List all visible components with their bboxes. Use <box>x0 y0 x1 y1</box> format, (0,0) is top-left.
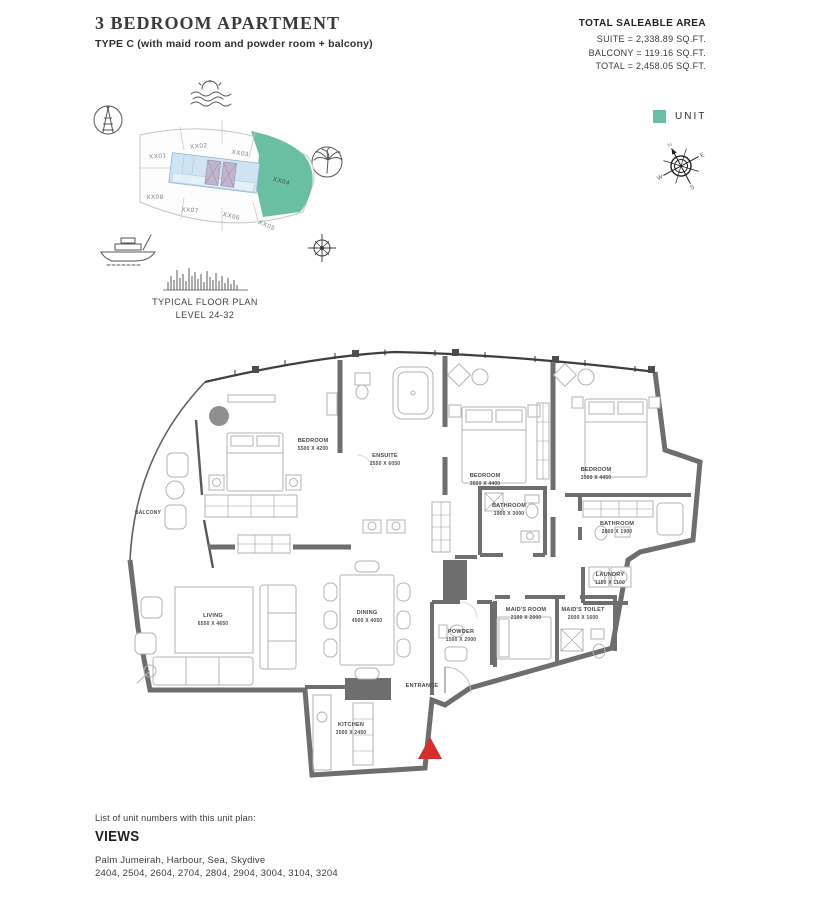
room-label-maids-room: MAID'S ROOM <box>505 607 547 613</box>
room-dims-bathroom2: 1900 X 3000 <box>493 511 525 517</box>
room-label-living: LIVING <box>203 613 223 619</box>
page-subtitle: TYPE C (with maid room and powder room + balcony) <box>95 38 373 50</box>
room-dims-powder: 1500 X 2000 <box>445 637 477 643</box>
compass-s: S <box>689 184 696 192</box>
floor-plan <box>105 335 705 795</box>
room-label-bathroom3: BATHROOM <box>599 521 635 527</box>
caption-line1: TYPICAL FLOOR PLAN <box>152 297 258 307</box>
antenna-icon <box>94 106 122 134</box>
room-label-master-bedroom: BEDROOM <box>297 438 329 444</box>
room-label-dining: DINING <box>356 610 378 616</box>
key-plan-caption <box>120 297 290 320</box>
room-label-bedroom2: BEDROOM <box>469 473 501 479</box>
unit-numbers: 2404, 2504, 2604, 2704, 2804, 2904, 3004, 3104, 3204 <box>95 868 338 879</box>
room-label-entrance: ENTRANCE <box>405 683 439 689</box>
room-dims-ensuite: 2550 X 6050 <box>369 461 401 467</box>
palm-icon <box>312 147 342 177</box>
room-label-bathroom2: BATHROOM <box>491 503 527 509</box>
key-plan-unit-xx06: XX06 <box>222 211 241 223</box>
unit-list-label: List of unit numbers with this unit plan: <box>95 813 256 823</box>
room-dims-maids-room: 2100 X 2000 <box>510 615 542 621</box>
compass-w: W <box>656 174 665 183</box>
caption-line2: LEVEL 24-32 <box>175 310 235 320</box>
room-dims-laundry: 1150 X 1100 <box>594 580 626 586</box>
sea-sun-icon <box>191 80 231 106</box>
room-dims-master-bedroom: 5500 X 4200 <box>297 446 329 452</box>
area-summary-heading: TOTAL SALEABLE AREA <box>578 18 706 29</box>
room-dims-bedroom3: 3500 X 4450 <box>580 475 612 481</box>
highlighted-unit-shape <box>251 131 313 217</box>
compass-e: E <box>699 152 706 160</box>
core-wall-block <box>443 560 467 600</box>
room-label-ensuite: ENSUITE <box>372 453 398 459</box>
compass-n: N <box>666 142 674 150</box>
room-dims-maids-toilet: 2000 X 1600 <box>567 615 599 621</box>
key-plan-unit-xx02: XX02 <box>189 142 208 151</box>
key-plan-unit-xx08: XX08 <box>146 194 164 201</box>
room-label-laundry: LAUNDRY <box>595 572 625 578</box>
unit-legend-label: UNIT <box>675 111 707 122</box>
area-summary <box>579 18 706 74</box>
views-heading: VIEWS <box>95 829 140 845</box>
room-label-maids-toilet: MAID'S TOILET <box>561 607 605 613</box>
skyline-icon <box>158 262 253 292</box>
room-dims-dining: 4500 X 4050 <box>351 618 383 624</box>
key-plan-unit-xx04: XX04 <box>272 175 291 188</box>
room-dims-living: 6550 X 4650 <box>197 621 229 627</box>
area-total: TOTAL = 2,458.05 SQ.FT. <box>595 61 706 71</box>
mini-compass-icon <box>308 234 336 262</box>
unit-legend <box>653 110 706 123</box>
room-label-powder: POWDER <box>447 629 475 635</box>
room-dims-bathroom3: 2800 X 1900 <box>601 529 633 535</box>
unit-swatch <box>653 110 666 123</box>
views-list: Palm Jumeirah, Harbour, Sea, Skydive <box>95 855 266 866</box>
room-dims-bedroom2: 3600 X 4400 <box>469 481 501 487</box>
compass-rose-icon <box>654 139 708 193</box>
room-label-balcony: BALCONY <box>134 510 162 516</box>
key-plan-unit-xx01: XX01 <box>148 152 167 161</box>
yacht-icon <box>101 235 155 265</box>
key-plan-unit-xx07: XX07 <box>181 206 200 215</box>
room-label-bedroom3: BEDROOM <box>580 467 612 473</box>
key-plan-footprint <box>140 120 314 232</box>
maids-room-furniture <box>497 617 551 659</box>
room-dims-kitchen: 3500 X 2450 <box>335 730 367 736</box>
kitchen-wall-block <box>345 678 391 700</box>
area-suite: SUITE = 2,338.89 SQ.FT. <box>596 34 706 44</box>
page-title: 3 BEDROOM APARTMENT <box>95 13 341 33</box>
area-balcony: BALCONY = 119.16 SQ.FT. <box>588 47 706 58</box>
room-label-kitchen: KITCHEN <box>337 722 365 728</box>
key-plan-unit-xx03: XX03 <box>231 148 250 159</box>
key-plan-unit-xx05: XX05 <box>257 218 277 233</box>
